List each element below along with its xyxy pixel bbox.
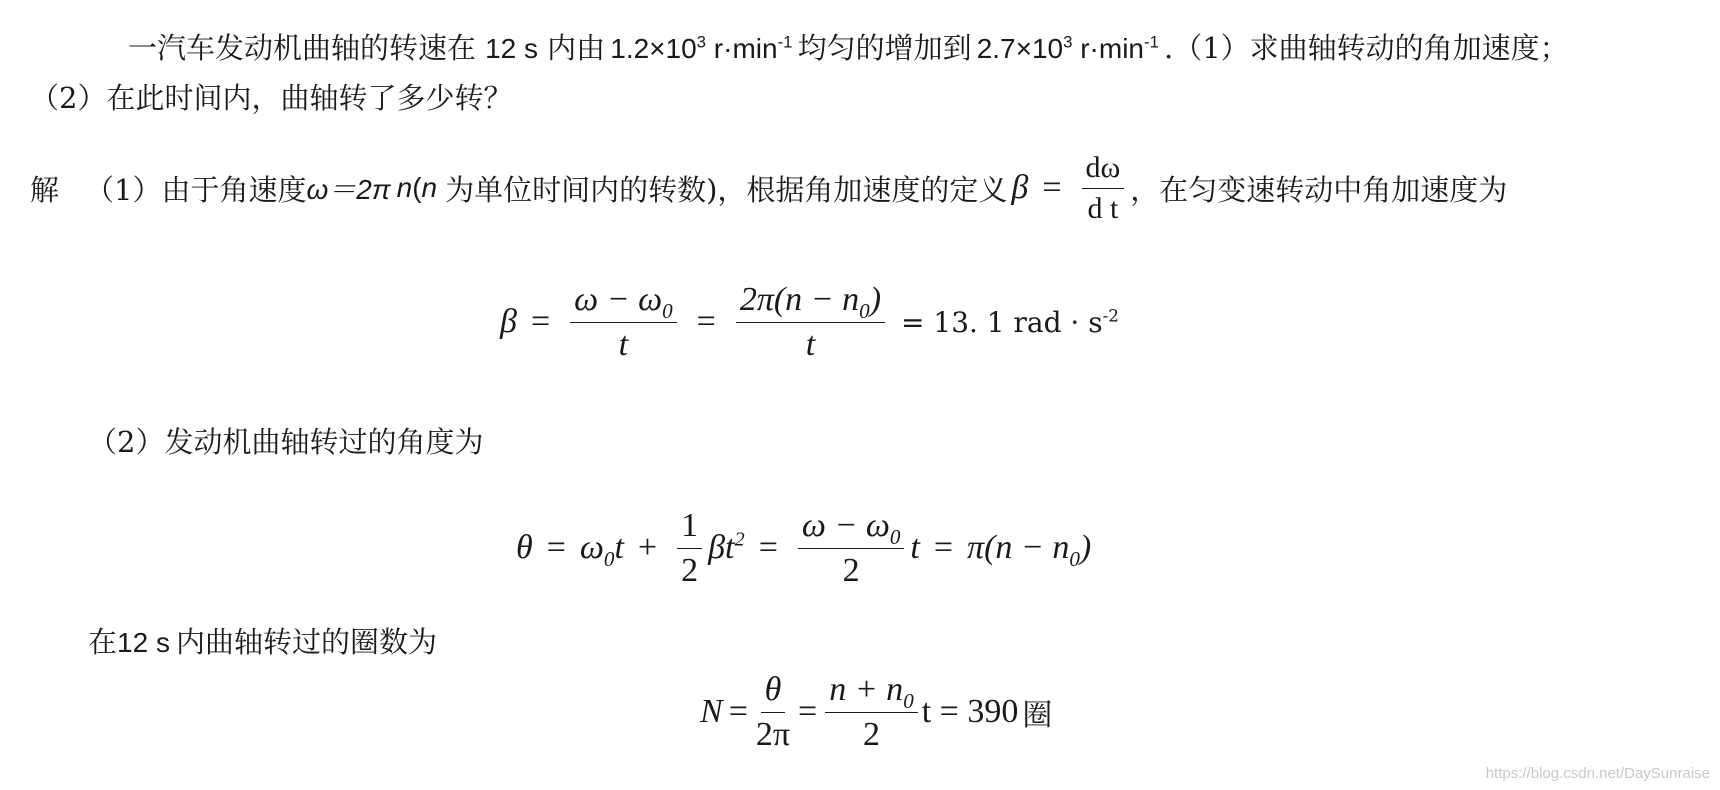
eq3-theta: θ [761, 672, 786, 713]
equation-N [700, 672, 1052, 752]
n0-unit: r·min [713, 33, 778, 64]
equals-sign: = [1042, 169, 1062, 206]
part1-prefix: （1）由于角速度 [85, 172, 307, 207]
omega-definition: ω＝2π [306, 174, 391, 205]
eq1-beta: β [500, 303, 517, 341]
eq2-omega0-t: $\omega_0t$ [579, 529, 624, 571]
eq2-beta-t2: $\beta t^2$ [708, 528, 745, 567]
problem-n0 [610, 33, 792, 64]
eq2-equals-1: = [546, 529, 566, 567]
problem-n [977, 33, 1159, 64]
n-unit-exp: -1 [1144, 32, 1159, 52]
eq1-result: = 13. 1 rad · $s^{-2}$ [901, 305, 1119, 339]
eq2-half-den: 2 [681, 551, 699, 589]
eq3-equals-1: = [728, 693, 748, 731]
eq2-half [677, 508, 702, 588]
n-mantissa: 2.7×10 [976, 33, 1064, 64]
eq2-half-num: 1 [677, 508, 702, 549]
problem-line-1 [128, 26, 1569, 67]
n-unit: r·min [1080, 33, 1144, 64]
eq1-num-1: $\omega - \omega_0$ [570, 282, 677, 323]
eq2-theta: θ [516, 529, 533, 567]
eq3-den: 2 [862, 715, 880, 753]
n-description: 为单位时间内的转数)，根据角加速度的定义 [445, 172, 1008, 207]
eq1-num-2: $2\pi(n - n_0)$ [736, 282, 885, 323]
eq2-plus: + [637, 529, 658, 567]
eq1-den-2: t [805, 325, 816, 363]
domega: dω [1082, 152, 1125, 189]
n-symbol: n [396, 172, 413, 203]
eq3-num: $n + n_0$ [825, 672, 918, 713]
eq3-two-pi: 2π [755, 715, 791, 753]
part3-suffix: 内曲轴转过的圈数为 [175, 625, 437, 659]
part3-prefix: 在 [88, 625, 118, 659]
eq3-unit: 圈 [1022, 698, 1053, 734]
watermark: https://blog.csdn.net/DaySunraise [1485, 765, 1710, 782]
beta-symbol: β [1011, 169, 1029, 206]
eq2-pi-part: $\pi(n - n_0)$ [967, 529, 1092, 571]
part1-suffix: ，在匀变速转动中角加速度为 [1130, 172, 1508, 207]
eq1-fraction-1 [570, 282, 677, 362]
paren-open: ( [412, 172, 422, 203]
n-exp: 3 [1063, 32, 1073, 52]
equation-beta [500, 282, 1119, 362]
eq2-fraction [798, 508, 905, 588]
n-symbol-2: n [421, 172, 438, 203]
eq1-den-1: t [618, 325, 629, 363]
problem-text-1: 一汽车发动机曲轴的转速在 [128, 31, 477, 65]
part3-title [88, 620, 437, 661]
eq1-equals-1: = [530, 303, 551, 341]
eq2-t: t [910, 529, 920, 567]
problem-text-2: 内由 [547, 31, 606, 65]
eq2-equals-2: = [758, 529, 778, 567]
eq3-fraction-2 [825, 672, 918, 752]
eq2-equals-3: = [933, 529, 954, 567]
part2-title: （2）发动机曲轴转过的角度为 [88, 425, 484, 459]
eq1-equals-2: = [696, 303, 716, 341]
eq3-fraction-1 [756, 672, 790, 752]
solution-label: 解 [30, 172, 60, 207]
part3-time: 12 s [117, 627, 170, 658]
domega-dt-fraction [1082, 152, 1125, 224]
problem-text-3: 均匀的增加到 [797, 31, 972, 65]
n0-mantissa: 1.2×10 [610, 33, 697, 64]
eq1-fraction-2 [736, 282, 885, 362]
equation-theta [516, 508, 1091, 588]
solution-line-1 [30, 152, 1507, 224]
n0-exp: 3 [696, 32, 707, 52]
problem-time: 12 s [485, 33, 539, 64]
eq2-frac-num: $\omega - \omega_0$ [798, 508, 905, 549]
problem-line-2: （2）在此时间内，曲轴转了多少转？ [30, 81, 513, 115]
n0-unit-exp: -1 [777, 32, 793, 52]
eq3-N: N [700, 693, 723, 731]
dt: d t [1087, 191, 1119, 225]
eq2-frac-den: 2 [842, 551, 860, 589]
problem-text-4: .（1）求曲轴转动的角加速度； [1164, 31, 1569, 65]
eq3-equals-2: = [798, 693, 818, 731]
eq3-result: t = 390 [921, 693, 1019, 731]
